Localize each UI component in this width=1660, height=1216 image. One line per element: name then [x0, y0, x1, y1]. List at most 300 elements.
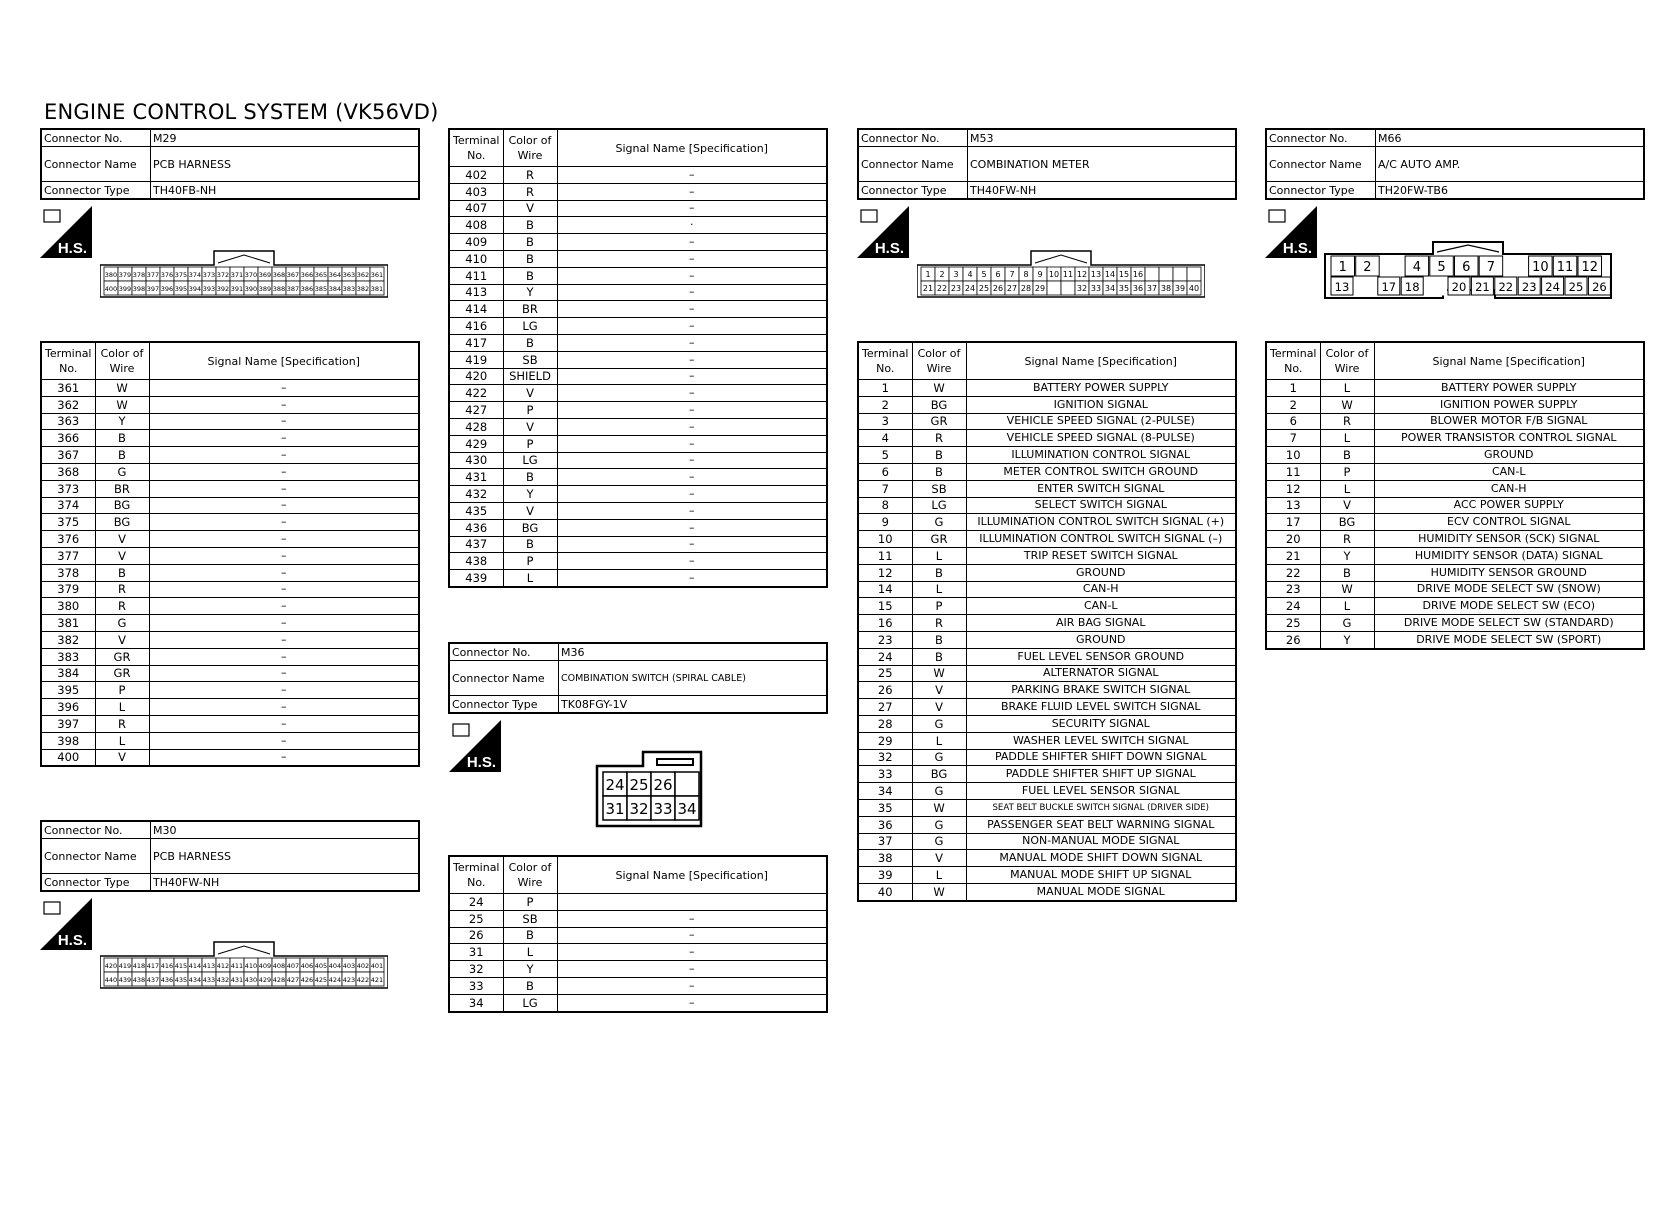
terminal-no: 25	[449, 910, 503, 927]
terminal-no: 6	[858, 463, 912, 480]
table-row	[858, 480, 1236, 497]
signal-table-m36	[448, 855, 828, 1013]
header-color-of-wire: Color of Wire	[912, 342, 966, 380]
label-connector-name: Connector Name	[858, 147, 968, 182]
terminal-no: 14	[858, 581, 912, 598]
terminal-no: 431	[449, 469, 503, 486]
table-row	[858, 665, 1236, 682]
pin-label: 387	[286, 285, 300, 293]
label-connector-type: Connector Type	[41, 874, 151, 892]
table-row	[41, 598, 419, 615]
table-row	[41, 380, 419, 397]
pin-label: 432	[216, 976, 230, 984]
wire-color: W	[912, 883, 966, 900]
wire-color: G	[1320, 615, 1374, 632]
pin-label: 413	[202, 962, 216, 970]
pin-label: 363	[342, 271, 356, 279]
terminal-no: 8	[858, 497, 912, 514]
terminal-no: 11	[858, 547, 912, 564]
pin-label: 408	[272, 962, 286, 970]
wire-color: V	[503, 418, 557, 435]
wire-color: R	[1320, 531, 1374, 548]
pin-label: 369	[258, 271, 272, 279]
signal-name: SELECT SWITCH SIGNAL	[966, 497, 1236, 514]
table-row	[858, 732, 1236, 749]
pin-label: 18	[1404, 280, 1420, 294]
page-title: ENGINE CONTROL SYSTEM (VK56VD)	[44, 100, 439, 124]
wire-color: V	[95, 749, 149, 766]
signal-name: ALTERNATOR SIGNAL	[966, 665, 1236, 682]
table-row	[41, 413, 419, 430]
signal-name: CAN-L	[1374, 463, 1644, 480]
table-row	[449, 469, 827, 486]
signal-name: BATTERY POWER SUPPLY	[966, 380, 1236, 397]
table-row	[1266, 531, 1644, 548]
signal-name: –	[557, 502, 827, 519]
signal-name: PASSENGER SEAT BELT WARNING SIGNAL	[966, 816, 1236, 833]
table-row	[1266, 598, 1644, 615]
table-row	[858, 615, 1236, 632]
pin-label: 26	[1592, 280, 1607, 294]
pin-label: 33	[653, 800, 673, 818]
signal-name: BLOWER MOTOR F/B SIGNAL	[1374, 413, 1644, 430]
header-terminal-no: Terminal No.	[858, 342, 912, 380]
table-row	[1266, 514, 1644, 531]
table-row	[41, 430, 419, 447]
table-row	[449, 927, 827, 944]
pin-label: 6	[995, 270, 1001, 279]
table-row	[449, 502, 827, 519]
pin-label: 377	[146, 271, 160, 279]
signal-name: –	[557, 234, 827, 251]
terminal-no: 384	[41, 665, 95, 682]
pin-label: 438	[132, 976, 146, 984]
wire-color: B	[912, 564, 966, 581]
wire-color: V	[912, 699, 966, 716]
pin-label: 406	[300, 962, 314, 970]
header-color-of-wire: Color of Wire	[1320, 342, 1374, 380]
pin-label: 5	[1437, 260, 1446, 275]
terminal-no: 24	[858, 648, 912, 665]
signal-name: –	[149, 514, 419, 531]
pin-label: 404	[328, 962, 342, 970]
wire-color: B	[503, 217, 557, 234]
connector-type-value: TH20FW-TB6	[1376, 182, 1645, 200]
wire-color: LG	[503, 318, 557, 335]
pin-label: 1	[925, 270, 931, 279]
pin-label: 1	[1338, 260, 1347, 275]
signal-name: NON-MANUAL MODE SIGNAL	[966, 833, 1236, 850]
signal-name: DRIVE MODE SELECT SW (SNOW)	[1374, 581, 1644, 598]
wire-color: L	[95, 699, 149, 716]
hs-label: H.S.	[57, 240, 87, 257]
pin-label: 5	[981, 270, 987, 279]
wire-color: B	[503, 927, 557, 944]
signal-name: –	[149, 732, 419, 749]
wire-color: B	[1320, 564, 1374, 581]
signal-name: –	[149, 564, 419, 581]
signal-name: –	[557, 469, 827, 486]
table-row	[41, 531, 419, 548]
signal-name: DRIVE MODE SELECT SW (STANDARD)	[1374, 615, 1644, 632]
table-row	[858, 883, 1236, 900]
signal-name: METER CONTROL SWITCH GROUND	[966, 463, 1236, 480]
pin-label: 412	[216, 962, 230, 970]
signal-table-m30	[448, 128, 828, 588]
terminal-no: 24	[449, 894, 503, 911]
table-row	[858, 447, 1236, 464]
pin-label: 366	[300, 271, 314, 279]
terminal-no: 367	[41, 447, 95, 464]
pin-label: 12	[1076, 270, 1088, 279]
table-row	[449, 217, 827, 234]
pin-label: 415	[174, 962, 188, 970]
wire-color: L	[912, 867, 966, 884]
pin-label: 421	[370, 976, 384, 984]
wire-color: G	[95, 615, 149, 632]
header-terminal-no: Terminal No.	[449, 129, 503, 167]
terminal-no: 435	[449, 502, 503, 519]
terminal-no: 366	[41, 430, 95, 447]
terminal-no: 15	[858, 598, 912, 615]
terminal-no: 2	[1266, 396, 1320, 413]
connector-header-m29	[40, 128, 420, 200]
terminal-no: 39	[858, 867, 912, 884]
wire-color: SB	[503, 351, 557, 368]
wire-color: Y	[95, 413, 149, 430]
signal-name: DRIVE MODE SELECT SW (ECO)	[1374, 598, 1644, 615]
pin-label: 429	[258, 976, 272, 984]
table-row	[858, 430, 1236, 447]
signal-name: GROUND	[966, 564, 1236, 581]
signal-name: –	[149, 598, 419, 615]
connector-header-m66	[1265, 128, 1645, 200]
terminal-no: 398	[41, 732, 95, 749]
terminal-no: 3	[858, 413, 912, 430]
header-color-of-wire: Color of Wire	[95, 342, 149, 380]
signal-name: –	[557, 418, 827, 435]
table-row	[1266, 396, 1644, 413]
header-signal-name: Signal Name [Specification]	[149, 342, 419, 380]
pin-label: 390	[244, 285, 258, 293]
wire-color: G	[912, 816, 966, 833]
pin-label: 370	[244, 271, 258, 279]
pin-label: 367	[286, 271, 300, 279]
terminal-no: 33	[449, 977, 503, 994]
signal-table-m29	[40, 341, 420, 767]
terminal-no: 24	[1266, 598, 1320, 615]
signal-table-m53	[857, 341, 1237, 902]
wire-color: B	[1320, 447, 1374, 464]
pin-label: 33	[1090, 284, 1102, 293]
terminal-no: 37	[858, 833, 912, 850]
signal-name: ILLUMINATION CONTROL SWITCH SIGNAL (–)	[966, 531, 1236, 548]
wire-color: LG	[912, 497, 966, 514]
terminal-no: 32	[449, 961, 503, 978]
wire-color: R	[95, 598, 149, 615]
signal-name: –	[557, 200, 827, 217]
pin-label: 409	[258, 962, 272, 970]
wire-color: V	[95, 531, 149, 548]
wire-color: G	[95, 463, 149, 480]
pin-label: 417	[146, 962, 160, 970]
signal-name: VEHICLE SPEED SIGNAL (8-PULSE)	[966, 430, 1236, 447]
terminal-no: 36	[858, 816, 912, 833]
table-row	[858, 833, 1236, 850]
hs-icon-m29	[40, 206, 92, 258]
table-header-row	[1266, 342, 1644, 380]
terminal-no: 28	[858, 715, 912, 732]
terminal-no: 380	[41, 598, 95, 615]
signal-name: –	[557, 183, 827, 200]
wire-color: V	[503, 200, 557, 217]
terminal-no: 368	[41, 463, 95, 480]
table-row	[1266, 581, 1644, 598]
header-color-of-wire: Color of Wire	[503, 856, 557, 894]
wire-color: V	[912, 682, 966, 699]
pin-label: 25	[978, 284, 990, 293]
connector-no-value: M30	[151, 821, 420, 839]
wire-color: W	[95, 380, 149, 397]
pin-label: 420	[104, 962, 118, 970]
pin-label: 423	[342, 976, 356, 984]
table-header-row	[449, 129, 827, 167]
wire-color: V	[95, 547, 149, 564]
wire-color: P	[503, 402, 557, 419]
signal-name: MANUAL MODE SIGNAL	[966, 883, 1236, 900]
pin-label: 365	[314, 271, 328, 279]
terminal-no: 402	[449, 167, 503, 184]
wire-color: GR	[912, 531, 966, 548]
terminal-no: 375	[41, 514, 95, 531]
wire-color: GR	[912, 413, 966, 430]
terminal-no: 40	[858, 883, 912, 900]
signal-name: –	[557, 961, 827, 978]
pin-label: 6	[1462, 260, 1471, 275]
terminal-no: 4	[858, 430, 912, 447]
signal-name: –	[557, 519, 827, 536]
pin-label: 4	[1412, 260, 1421, 275]
pin-label: 35	[1118, 284, 1130, 293]
connector-no-value: M53	[968, 129, 1237, 147]
pin-label: 430	[244, 976, 258, 984]
hs-label: H.S.	[466, 754, 496, 771]
table-row	[41, 699, 419, 716]
pin-label: 37	[1146, 284, 1158, 293]
table-row	[858, 380, 1236, 397]
signal-name: WASHER LEVEL SWITCH SIGNAL	[966, 732, 1236, 749]
terminal-no: 432	[449, 486, 503, 503]
pin-label: 36	[1132, 284, 1144, 293]
pin-label: 376	[160, 271, 174, 279]
signal-name: –	[557, 435, 827, 452]
terminal-no: 34	[449, 994, 503, 1011]
terminal-no: 34	[858, 783, 912, 800]
pin-label: 4	[967, 270, 973, 279]
terminal-no: 12	[858, 564, 912, 581]
table-row	[449, 910, 827, 927]
terminal-no: 26	[858, 682, 912, 699]
hs-icon-m66	[1265, 206, 1317, 258]
pin-label: 25	[1568, 280, 1584, 294]
table-row	[449, 234, 827, 251]
table-row	[858, 715, 1236, 732]
table-row	[449, 418, 827, 435]
signal-name: –	[557, 944, 827, 961]
wire-color: G	[912, 715, 966, 732]
terminal-no: 361	[41, 380, 95, 397]
table-row	[1266, 497, 1644, 514]
pin-label: 373	[202, 271, 216, 279]
signal-name: –	[557, 351, 827, 368]
hs-label: H.S.	[1282, 240, 1312, 257]
signal-name: –	[149, 413, 419, 430]
pin-label: 410	[244, 962, 258, 970]
label-connector-no: Connector No.	[41, 129, 151, 147]
signal-name: ENTER SWITCH SIGNAL	[966, 480, 1236, 497]
table-row	[41, 547, 419, 564]
signal-name: –	[557, 910, 827, 927]
signal-name: –	[557, 402, 827, 419]
terminal-no: 403	[449, 183, 503, 200]
pin-label: 13	[1090, 270, 1102, 279]
table-row	[41, 631, 419, 648]
pin-label: 386	[300, 285, 314, 293]
pin-label: 13	[1334, 280, 1350, 294]
label-connector-type: Connector Type	[1266, 182, 1376, 200]
pin-label: 371	[230, 271, 244, 279]
terminal-no: 417	[449, 334, 503, 351]
table-row	[858, 867, 1236, 884]
wire-color: Y	[1320, 631, 1374, 648]
wire-color: P	[503, 435, 557, 452]
table-row	[449, 553, 827, 570]
table-row	[1266, 413, 1644, 430]
pin-label: 394	[188, 285, 202, 293]
table-row	[41, 480, 419, 497]
signal-name: DRIVE MODE SELECT SW (SPORT)	[1374, 631, 1644, 648]
wire-color: B	[503, 536, 557, 553]
signal-name: –	[149, 665, 419, 682]
pin-label: 20	[1451, 280, 1467, 294]
wire-color: LG	[503, 452, 557, 469]
table-row	[1266, 615, 1644, 632]
wire-color: B	[503, 469, 557, 486]
pin-label: 372	[216, 271, 230, 279]
signal-name: POWER TRANSISTOR CONTROL SIGNAL	[1374, 430, 1644, 447]
table-row	[858, 497, 1236, 514]
signal-name: –	[557, 452, 827, 469]
table-row	[41, 396, 419, 413]
terminal-no: 22	[1266, 564, 1320, 581]
terminal-no: 10	[1266, 447, 1320, 464]
table-header-row	[41, 342, 419, 380]
wire-color: B	[95, 430, 149, 447]
signal-name: CAN-H	[1374, 480, 1644, 497]
terminal-no: 377	[41, 547, 95, 564]
terminal-no: 7	[858, 480, 912, 497]
table-row	[858, 564, 1236, 581]
pin-label: 368	[272, 271, 286, 279]
connector-header-m53	[857, 128, 1237, 200]
signal-name: MANUAL MODE SHIFT DOWN SIGNAL	[966, 850, 1236, 867]
label-connector-name: Connector Name	[449, 661, 559, 696]
pin-label: 22	[936, 284, 948, 293]
pin-label: 379	[118, 271, 132, 279]
signal-name: IGNITION POWER SUPPLY	[1374, 396, 1644, 413]
pin-label: 393	[202, 285, 216, 293]
pin-label: 24	[964, 284, 976, 293]
signal-name: –	[557, 927, 827, 944]
table-row	[858, 682, 1236, 699]
terminal-no: 381	[41, 615, 95, 632]
hs-icon-m53	[857, 206, 909, 258]
signal-name: TRIP RESET SWITCH SIGNAL	[966, 547, 1236, 564]
terminal-no: 420	[449, 368, 503, 385]
table-row	[41, 665, 419, 682]
connector-name-value: COMBINATION METER	[968, 147, 1237, 182]
wire-color: V	[503, 502, 557, 519]
connector-name-value: PCB HARNESS	[151, 839, 420, 874]
wire-color: R	[912, 615, 966, 632]
signal-name: –	[149, 715, 419, 732]
pin-label: 384	[328, 285, 342, 293]
pin-label: 440	[104, 976, 118, 984]
table-row	[41, 581, 419, 598]
wire-color: V	[912, 850, 966, 867]
pin-label: 21	[922, 284, 934, 293]
signal-name: –	[557, 994, 827, 1011]
pin-label: 14	[1104, 270, 1116, 279]
signal-name: –	[149, 699, 419, 716]
terminal-no: 25	[858, 665, 912, 682]
pin-label: 391	[230, 285, 244, 293]
wire-color: L	[503, 570, 557, 587]
pin-label: 399	[118, 285, 132, 293]
pin-label: 385	[314, 285, 328, 293]
signal-name: –	[149, 749, 419, 766]
terminal-no: 383	[41, 648, 95, 665]
signal-name: MANUAL MODE SHIFT UP SIGNAL	[966, 867, 1236, 884]
wire-color: BR	[503, 301, 557, 318]
signal-name: HUMIDITY SENSOR GROUND	[1374, 564, 1644, 581]
wire-color: B	[912, 463, 966, 480]
terminal-no: 1	[858, 380, 912, 397]
terminal-no: 379	[41, 581, 95, 598]
table-row	[449, 167, 827, 184]
connector-name-value: A/C AUTO AMP.	[1376, 147, 1645, 182]
pin-label: 433	[202, 976, 216, 984]
table-row	[858, 799, 1236, 816]
table-row	[1266, 480, 1644, 497]
pin-label: 395	[174, 285, 188, 293]
terminal-no: 31	[449, 944, 503, 961]
table-row	[449, 284, 827, 301]
signal-name: –	[149, 581, 419, 598]
wire-color: L	[503, 944, 557, 961]
wire-color: P	[95, 682, 149, 699]
connector-no-value: M36	[559, 643, 828, 661]
signal-name: –	[149, 480, 419, 497]
pin-label: 28	[1020, 284, 1032, 293]
pin-label: 26	[653, 776, 673, 794]
terminal-no: 395	[41, 682, 95, 699]
table-row	[41, 615, 419, 632]
connector-type-value: TH40FB-NH	[151, 182, 420, 200]
signal-name: HUMIDITY SENSOR (DATA) SIGNAL	[1374, 547, 1644, 564]
table-row	[41, 732, 419, 749]
table-row	[858, 531, 1236, 548]
